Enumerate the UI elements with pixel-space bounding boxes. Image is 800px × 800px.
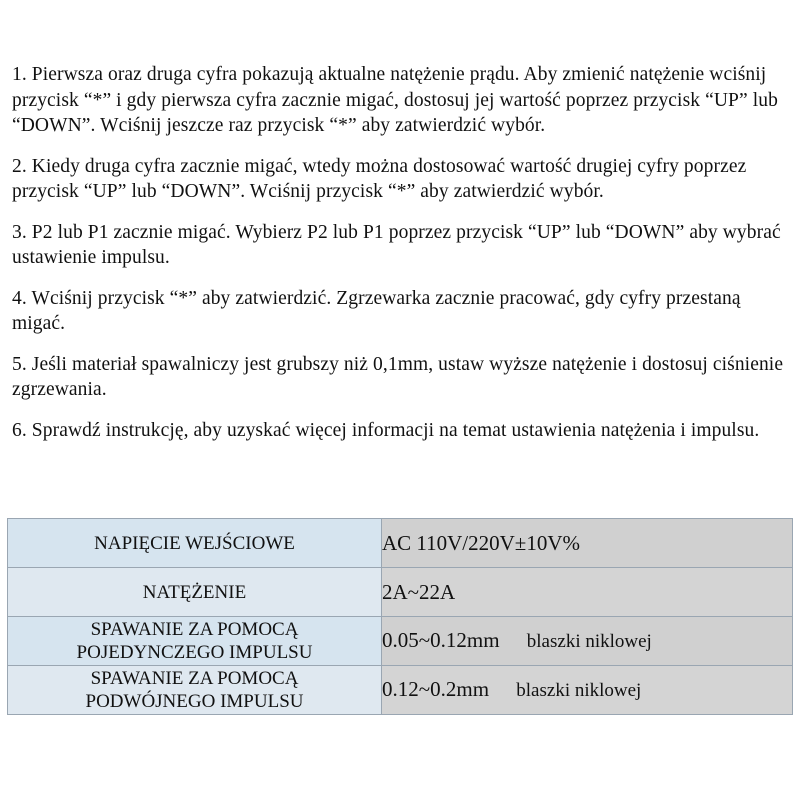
- spec-value-text: 0.12~0.2mm: [382, 677, 490, 701]
- spec-label-line-1: SPAWANIE ZA POMOCĄ: [90, 619, 299, 640]
- specifications-table: [7, 518, 793, 715]
- instruction-step-5: 5. Jeśli materiał spawalniczy jest grubszy niż 0,1mm, ustaw wyższe natężenie i dostosuj ciśnienie zgrzewania.: [12, 353, 784, 400]
- instruction-step-2: 2. Kiedy druga cyfra zacznie migać, wtedy można dostosować wartość drugiej cyfry poprzez przycisk “UP” lub “DOWN”. Wciśnij przycisk “*” aby zatwierdzić wybór.: [12, 155, 747, 202]
- spec-value-text: AC 110V/220V±10V%: [382, 530, 580, 555]
- instruction-step-1: 1. Pierwsza oraz druga cyfra pokazują aktualne natężenie prądu. Aby zmienić natężenie wciśnij przycisk “*” i gdy pierwsza cyfra zacznie migać, dostosuj jej wartość poprzez przycisk “UP” lub “DOWN”. Wciśnij jeszcze raz przycisk “*” aby zatwierdzić wybór.: [12, 64, 778, 136]
- spec-label-single-pulse: [8, 617, 382, 666]
- spec-value-text: 2A~22A: [382, 579, 456, 604]
- spec-value-input-voltage: [382, 519, 793, 568]
- spec-value-note: blaszki niklowej: [516, 680, 642, 701]
- spec-label-line-2: PODWÓJNEGO IMPULSU: [85, 691, 304, 712]
- instruction-step-6: 6. Sprawdź instrukcję, aby uzyskać więcej informacji na temat ustawienia natężenia i impulsu.: [12, 419, 760, 441]
- spec-value-current: [382, 568, 793, 617]
- instruction-step-4: 4. Wciśnij przycisk “*” aby zatwierdzić. Zgrzewarka zacznie pracować, gdy cyfry przestaną migać.: [12, 287, 741, 334]
- spec-label-line-1: NAPIĘCIE WEJŚCIOWE: [94, 532, 295, 554]
- spec-label-input-voltage: [8, 519, 382, 568]
- spec-value-double-pulse: [382, 666, 793, 715]
- table-row: [8, 617, 793, 666]
- spec-label-line-2: POJEDYNCZEGO IMPULSU: [76, 642, 313, 663]
- spec-value-single-pulse: [382, 617, 793, 666]
- instructions-list: [12, 62, 786, 443]
- table-row: [8, 568, 793, 617]
- spec-label-line-1: NATĘŻENIE: [142, 581, 247, 603]
- spec-value-text: 0.05~0.12mm: [382, 628, 500, 652]
- table-row: [8, 666, 793, 715]
- instruction-step-3: 3. P2 lub P1 zacznie migać. Wybierz P2 lub P1 poprzez przycisk “UP” lub “DOWN” aby wybrać ustawienie impulsu.: [12, 221, 781, 268]
- spec-label-line-1: SPAWANIE ZA POMOCĄ: [90, 668, 299, 689]
- spec-label-double-pulse: [8, 666, 382, 715]
- spec-label-current: [8, 568, 382, 617]
- spec-value-note: blaszki niklowej: [526, 631, 652, 652]
- table-row: [8, 519, 793, 568]
